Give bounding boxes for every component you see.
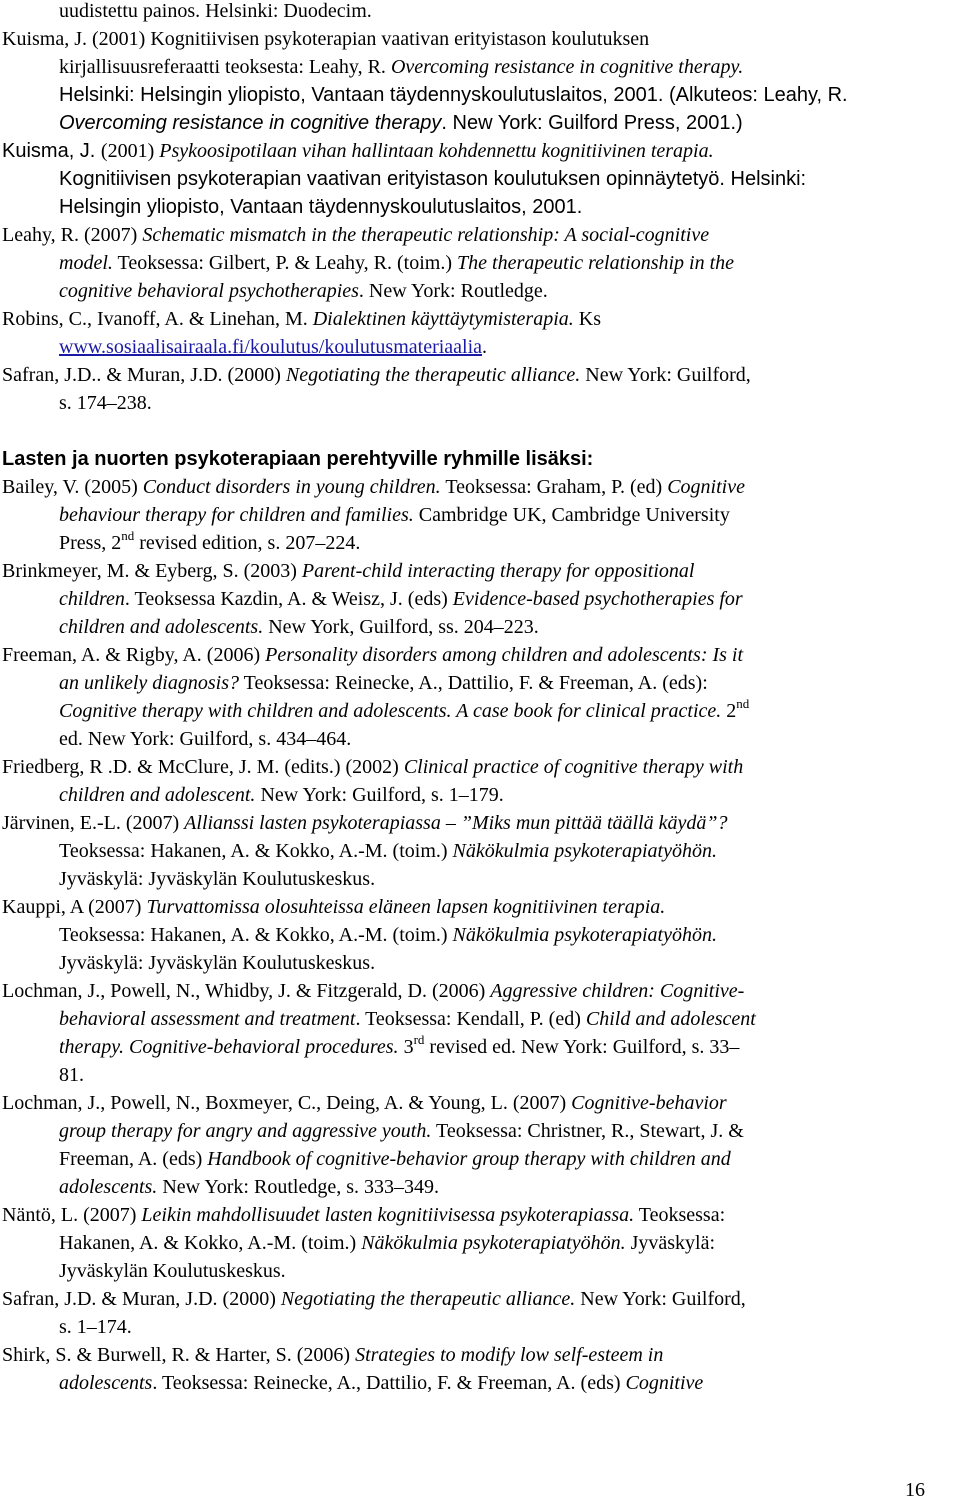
reference-text: Kognitiivisen psykoterapian vaativan erityistason koulutuksen opinnäytetyö. Helsinki: <box>59 168 807 190</box>
reference-text: Robins, C., Ivanoff, A. & Linehan, M. <box>2 308 313 330</box>
reference-text: (2001) <box>100 140 160 162</box>
reference-text: Clinical practice of cognitive therapy with <box>403 756 744 778</box>
reference-text: Brinkmeyer, M. & Eyberg, S. (2003) <box>2 560 302 582</box>
reference-text: . New York: Routledge. <box>358 280 548 302</box>
reference-line <box>59 165 806 193</box>
reference-text: Lasten ja nuorten psykoterapiaan perehtyville ryhmille lisäksi: <box>2 448 594 470</box>
reference-text: . Teoksessa: Kendall, P. (ed) <box>355 1008 586 1030</box>
reference-line <box>2 1201 725 1229</box>
reference-line <box>2 137 714 165</box>
reference-text: New York: Guilford, <box>580 364 751 386</box>
reference-text: Teoksessa: Graham, P. (ed) <box>440 476 668 498</box>
reference-line <box>2 809 728 837</box>
reference-text: ed. New York: Guilford, s. 434–464. <box>59 728 352 750</box>
reference-text: children and adolescent. <box>59 784 256 806</box>
reference-text: an unlikely diagnosis? <box>59 672 239 694</box>
reference-text: Näntö, L. (2007) <box>2 1204 142 1226</box>
reference-line <box>59 1173 439 1201</box>
reference-line <box>59 193 582 221</box>
reference-text: . <box>482 336 488 358</box>
reference-text: Cognitive-behavior <box>571 1092 727 1114</box>
reference-text: New York, Guilford, ss. 204–223. <box>263 616 539 638</box>
reference-text: Lochman, J., Powell, N., Whidby, J. & Fitzgerald, D. (2006) <box>2 980 491 1002</box>
ordinal-suffix: nd <box>121 528 135 543</box>
reference-text: therapy. Cognitive-behavioral procedures. <box>59 1036 399 1058</box>
reference-text: Aggressive children: Cognitive- <box>490 980 745 1002</box>
reference-text: Freeman, A. (eds) <box>59 1148 208 1170</box>
reference-line <box>59 1005 756 1033</box>
reference-text: Teoksessa: Hakanen, A. & Kokko, A.-M. (toim.) <box>59 840 453 862</box>
reference-line <box>2 305 601 333</box>
reference-text: Conduct disorders in young children. <box>142 476 441 498</box>
reference-text: Psykoosipotilaan vihan hallintaan kohdennettu kognitiivinen terapia. <box>159 140 714 162</box>
reference-line <box>59 1229 715 1257</box>
reference-text: Lochman, J., Powell, N., Boxmeyer, C., Deing, A. & Young, L. (2007) <box>2 1092 572 1114</box>
reference-line <box>59 1117 744 1145</box>
reference-text: Cambridge UK, Cambridge University <box>413 504 730 526</box>
reference-text: Jyväskylä: Jyväskylän Koulutuskeskus. <box>59 952 376 974</box>
reference-line <box>59 585 743 613</box>
reference-text: Dialektinen käyttäytymisterapia. <box>312 308 574 330</box>
reference-line <box>2 1089 727 1117</box>
reference-line <box>2 557 694 585</box>
reference-line <box>2 753 743 781</box>
reference-line <box>59 81 848 109</box>
reference-text: s. 1–174. <box>59 1316 132 1338</box>
reference-line <box>59 1061 84 1089</box>
reference-line <box>2 1285 746 1313</box>
reference-text: revised ed. New York: Guilford, s. 33– <box>424 1036 740 1058</box>
reference-text: Helsingin yliopisto, Vantaan täydennyskoulutuslaitos, 2001. <box>59 196 583 218</box>
reference-text: Teoksessa: Reinecke, A., Dattilio, F. & Freeman, A. (eds): <box>238 672 708 694</box>
reference-line <box>59 529 360 557</box>
page-number: 16 <box>905 1479 925 1501</box>
reference-text: Evidence-based psychotherapies for <box>452 588 743 610</box>
reference-text: model. <box>59 252 113 274</box>
reference-text: children and adolescents. <box>59 616 264 638</box>
reference-text: revised edition, s. 207–224. <box>134 532 361 554</box>
reference-text: Kuisma, J. <box>2 140 101 162</box>
reference-text: Cognitive <box>667 476 745 498</box>
reference-text: Leikin mahdollisuudet lasten kognitiivisessa psykoterapiassa. <box>141 1204 635 1226</box>
reference-text: behavioral assessment and treatment <box>59 1008 356 1030</box>
reference-text: Allianssi lasten psykoterapiassa – ”Miks mun pittää täällä käydä”? <box>184 812 728 834</box>
section-heading <box>2 445 593 473</box>
reference-text: Handbook of cognitive-behavior group therapy with children and <box>207 1148 731 1170</box>
reference-text: New York: Routledge, s. 333–349. <box>157 1176 439 1198</box>
reference-line <box>59 669 708 697</box>
reference-line <box>59 949 375 977</box>
reference-text: . Teoksessa Kazdin, A. & Weisz, J. (eds) <box>124 588 453 610</box>
reference-line <box>59 1145 731 1173</box>
reference-text: Strategies to modify low self-esteem in <box>355 1344 664 1366</box>
reference-text: Teoksessa: <box>634 1204 726 1226</box>
reference-text: Press, 2 <box>59 532 122 554</box>
reference-text: Safran, J.D.. & Muran, J.D. (2000) <box>2 364 286 386</box>
reference-text: 81. <box>59 1064 84 1086</box>
reference-text: Turvattomissa olosuhteissa eläneen lapsen kognitiivinen terapia. <box>146 896 666 918</box>
reference-line <box>59 921 717 949</box>
reference-text: Freeman, A. & Rigby, A. (2006) <box>2 644 266 666</box>
reference-line <box>2 641 743 669</box>
reference-text: cognitive behavioral psychotherapies <box>59 280 359 302</box>
reference-text: Teoksessa: Gilbert, P. & Leahy, R. (toim.) <box>112 252 458 274</box>
reference-text: Overcoming resistance in cognitive therapy <box>59 112 442 134</box>
reference-text: adolescents. <box>59 1176 158 1198</box>
reference-line <box>59 109 743 137</box>
reference-text: Hakanen, A. & Kokko, A.-M. (toim.) <box>59 1232 362 1254</box>
ordinal-suffix: nd <box>736 696 750 711</box>
reference-line <box>59 837 717 865</box>
reference-line <box>59 865 375 893</box>
reference-line <box>2 1341 663 1369</box>
reference-line <box>59 53 743 81</box>
reference-text: Schematic mismatch in the therapeutic relationship: A social-cognitive <box>142 224 710 246</box>
reference-line <box>59 781 504 809</box>
reference-text: The therapeutic relationship in the <box>457 252 735 274</box>
reference-text: 3 <box>398 1036 414 1058</box>
reference-text: Negotiating the therapeutic alliance. <box>285 364 581 386</box>
reference-text: New York: Guilford, <box>575 1288 746 1310</box>
reference-line <box>2 25 649 53</box>
reference-text: kirjallisuusreferaatti teoksesta: Leahy, R. <box>59 56 391 78</box>
reference-line <box>2 361 751 389</box>
reference-text: Helsinki: Helsingin yliopisto, Vantaan täydennyskoulutuslaitos, 2001. (Alkuteos: Leahy, R. <box>59 84 848 106</box>
reference-text: behaviour therapy for children and families. <box>59 504 414 526</box>
reference-text: Safran, J.D. & Muran, J.D. (2000) <box>2 1288 281 1310</box>
reference-line <box>59 0 372 25</box>
reference-line <box>59 389 152 417</box>
reference-text: . Teoksessa: Reinecke, A., Dattilio, F. & Freeman, A. (eds) <box>152 1372 626 1394</box>
reference-text: Kuisma, J. (2001) Kognitiivisen psykoterapian vaativan erityistason koulutuksen <box>2 28 650 50</box>
reference-line <box>2 893 665 921</box>
reference-line <box>59 613 539 641</box>
reference-line <box>59 697 749 725</box>
reference-text: Järvinen, E.-L. (2007) <box>2 812 185 834</box>
reference-text: Jyväskylän Koulutuskeskus. <box>59 1260 286 1282</box>
reference-text: Jyväskylä: <box>625 1232 716 1254</box>
reference-text: adolescents <box>59 1372 153 1394</box>
reference-text: Kauppi, A (2007) <box>2 896 147 918</box>
reference-text: Teoksessa: Christner, R., Stewart, J. & <box>431 1120 744 1142</box>
reference-text: Jyväskylä: Jyväskylän Koulutuskeskus. <box>59 868 376 890</box>
reference-text: Cognitive <box>625 1372 704 1394</box>
reference-text: . New York: Guilford Press, 2001.) <box>441 112 743 134</box>
reference-line <box>59 333 487 361</box>
reference-line <box>59 1369 703 1397</box>
reference-line <box>2 221 709 249</box>
reference-text: Ks <box>573 308 602 330</box>
reference-line <box>59 725 351 753</box>
reference-line <box>59 1033 739 1061</box>
reference-text: s. 174–238. <box>59 392 152 414</box>
reference-text: 2 <box>721 700 737 722</box>
reference-text: Child and adolescent <box>585 1008 756 1030</box>
reference-text: Shirk, S. & Burwell, R. & Harter, S. (2006) <box>2 1344 356 1366</box>
reference-link[interactable]: www.sosiaalisairaala.fi/koulutus/koulutusmateriaalia <box>59 336 483 358</box>
reference-text: Teoksessa: Hakanen, A. & Kokko, A.-M. (toim.) <box>59 924 453 946</box>
reference-text: Näkökulmia psykoterapiatyöhön. <box>361 1232 626 1254</box>
reference-line <box>59 501 730 529</box>
reference-line <box>59 249 734 277</box>
reference-line <box>2 977 744 1005</box>
reference-line <box>59 1257 286 1285</box>
reference-text: Negotiating the therapeutic alliance. <box>280 1288 576 1310</box>
reference-text: group therapy for angry and aggressive youth. <box>59 1120 432 1142</box>
reference-text: New York: Guilford, s. 1–179. <box>255 784 504 806</box>
reference-line <box>59 1313 132 1341</box>
reference-line <box>2 473 745 501</box>
reference-text: Näkökulmia psykoterapiatyöhön. <box>452 840 717 862</box>
reference-text: Näkökulmia psykoterapiatyöhön. <box>452 924 717 946</box>
reference-text: uudistettu painos. Helsinki: Duodecim. <box>59 0 372 22</box>
reference-line <box>59 277 548 305</box>
ordinal-suffix: rd <box>413 1032 425 1047</box>
reference-text: Overcoming resistance in cognitive therapy. <box>390 56 744 78</box>
reference-text: Personality disorders among children and adolescents: Is it <box>265 644 744 666</box>
reference-text: Leahy, R. (2007) <box>2 224 143 246</box>
reference-text: Cognitive therapy with children and adolescents. A case book for clinical practice. <box>59 700 722 722</box>
reference-text: Bailey, V. (2005) <box>2 476 143 498</box>
reference-text: children <box>59 588 125 610</box>
reference-text: Friedberg, R .D. & McClure, J. M. (edits.) (2002) <box>2 756 404 778</box>
reference-text: Parent-child interacting therapy for oppositional <box>301 560 695 582</box>
